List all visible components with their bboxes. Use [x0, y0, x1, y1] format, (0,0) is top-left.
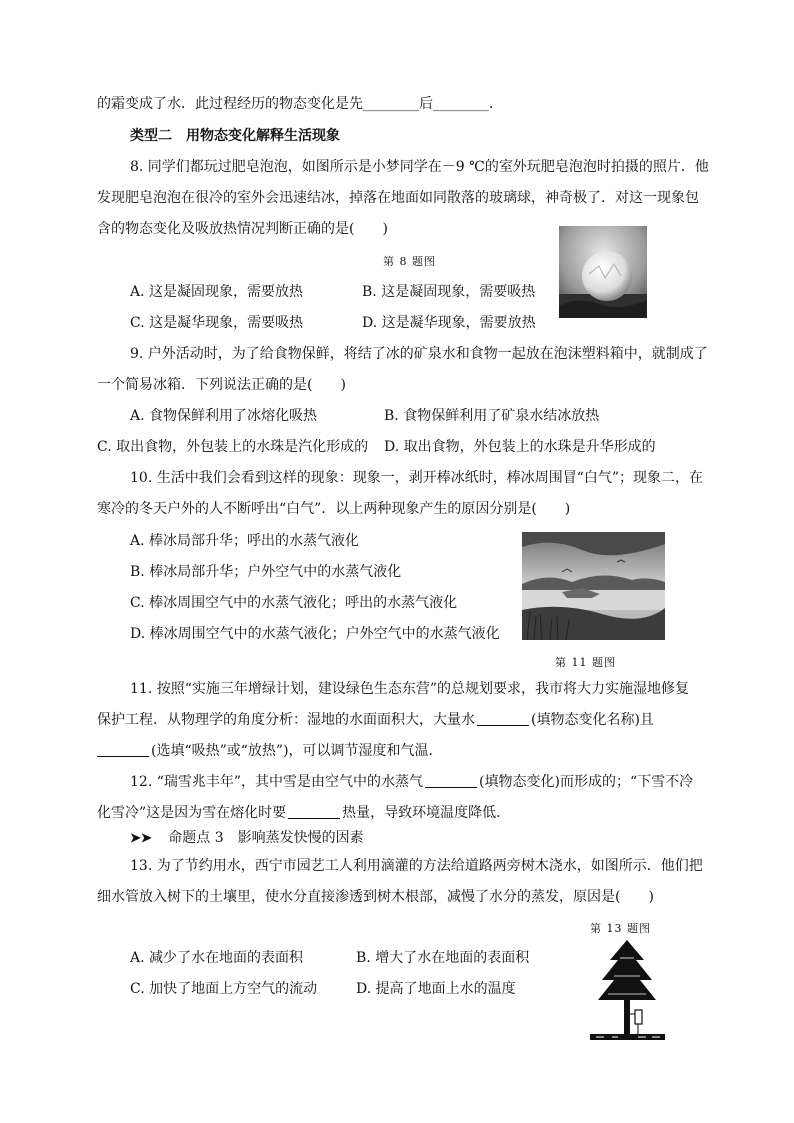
q13-stem-line2 — [97, 887, 654, 907]
q13-text: 细水管放入树下的土壤里，使水分直接渗透到树木根部，减慢了水分的蒸发，原因是( ) — [97, 889, 654, 905]
q8-text: 发现肥皂泡泡在很冷的室外会迅速结冰，掉落在地面如同散落的玻璃球，神奇极了．对这一现象包 — [97, 190, 699, 206]
option-text: D. 取出食物，外包装上的水珠是升华形成的 — [384, 439, 656, 455]
section-title: 命题点 3 影响蒸发快慢的因素 — [168, 830, 364, 846]
frozen-bubble-photo — [559, 226, 647, 318]
q8-option-c[interactable] — [130, 313, 303, 333]
q9-stem-line2 — [97, 375, 346, 395]
frozen-bubble-image — [559, 226, 647, 318]
q8-option-d[interactable] — [362, 313, 536, 333]
answer-blank[interactable] — [425, 773, 477, 788]
option-text: D. 这是凝华现象，需要放热 — [362, 315, 536, 331]
q8-stem-line1 — [130, 157, 709, 177]
q9-option-c[interactable] — [97, 437, 368, 457]
option-text: D. 棒冰周围空气中的水蒸气液化；户外空气中的水蒸气液化 — [130, 626, 500, 642]
q12-text: 热量，导致环境温度降低． — [342, 805, 511, 821]
q12-text: (填物态变化)而形成的；“下雪不冷 — [479, 774, 694, 790]
q11-text: 保护工程．从物理学的角度分析：湿地的水面面积大，大量水 — [97, 712, 475, 728]
q8-text: 8. 同学们都玩过肥皂泡泡，如图所示是小梦同学在－9 ℃的室外玩肥皂泡泡时拍摄的照片．他 — [130, 159, 709, 175]
q13-figure-caption: 第 13 题图 — [590, 922, 651, 935]
q10-option-d[interactable] — [130, 624, 500, 644]
option-text: C. 棒冰周围空气中的水蒸气液化；呼出的水蒸气液化 — [130, 595, 458, 611]
option-text: A. 棒冰局部升华；呼出的水蒸气液化 — [130, 533, 360, 549]
q12-stem-line2 — [97, 803, 510, 823]
q13-text: 13. 为了节约用水，西宁市园艺工人利用滴灌的方法给道路两旁树木浇水，如图所示．他们把 — [130, 858, 703, 874]
option-text: B. 增大了水在地面的表面积 — [356, 950, 530, 966]
q13-option-b[interactable] — [356, 948, 529, 968]
q9-text: 9. 户外活动时，为了给食物保鲜，将结了冰的矿泉水和食物一起放在泡沫塑料箱中，就制成了 — [130, 346, 708, 362]
q10-option-a[interactable] — [130, 531, 359, 551]
tree-drip-irrigation-figure — [590, 938, 665, 1046]
option-text: D. 提高了地面上水的温度 — [356, 981, 516, 997]
option-text: C. 加快了地面上方空气的流动 — [130, 981, 318, 997]
q12-text: 化雪冷”这是因为雪在熔化时要 — [97, 805, 287, 821]
q8-text: 含的物态变化及吸放热情况判断正确的是( ) — [97, 221, 388, 237]
option-text: A. 这是凝固现象，需要放热 — [130, 284, 304, 300]
tree-icon — [590, 938, 665, 1046]
q13-option-c[interactable] — [130, 979, 317, 999]
q11-stem-line3 — [97, 741, 443, 761]
q11-text: (填物态变化名称)且 — [531, 712, 654, 728]
option-text: A. 减少了水在地面的表面积 — [130, 950, 304, 966]
q8-option-a[interactable] — [130, 282, 303, 302]
q10-option-b[interactable] — [130, 562, 401, 582]
q12-stem-line1 — [130, 772, 693, 792]
section-heading-point3 — [130, 828, 364, 849]
q13-option-d[interactable] — [356, 979, 516, 999]
q11-text: (选填“吸热”或“放热”)，可以调节湿度和气温． — [151, 743, 443, 759]
q11-figure-caption: 第 11 题图 — [555, 656, 616, 669]
q10-stem-line2 — [97, 499, 570, 519]
q7-continuation — [97, 94, 503, 114]
q10-text: 10. 生活中我们会看到这样的现象：现象一，剥开棒冰纸时，棒冰周围冒“白气”；现象二，在 — [130, 470, 704, 486]
q7-continuation-text: 的霜变成了水．此过程经历的物态变化是先________后________． — [97, 96, 503, 112]
answer-blank[interactable] — [97, 742, 149, 757]
q11-stem-line2 — [97, 710, 654, 730]
option-text: B. 这是凝固现象，需要吸热 — [362, 284, 536, 300]
double-arrow-icon: ➤➤ — [130, 831, 152, 846]
q10-text: 寒冷的冬天户外的人不断呼出“白气”．以上两种现象产生的原因分别是( ) — [97, 501, 571, 517]
wetland-image — [522, 532, 665, 640]
option-text: A. 食物保鲜利用了冰熔化吸热 — [130, 408, 318, 424]
section-title: 类型二 用物态变化解释生活现象 — [130, 128, 340, 144]
q10-stem-line1 — [130, 468, 703, 488]
q12-text: 12. “瑞雪兆丰年”，其中雪是由空气中的水蒸气 — [130, 774, 424, 790]
q9-stem-line1 — [130, 344, 708, 364]
option-text: C. 取出食物，外包装上的水珠是汽化形成的 — [97, 439, 369, 455]
q10-option-c[interactable] — [130, 593, 457, 613]
q11-text: 11. 按照“实施三年增绿计划，建设绿色生态东营”的总规划要求，我市将大力实施湿地修复 — [130, 681, 690, 697]
q9-option-d[interactable] — [384, 437, 656, 457]
q13-stem-line1 — [130, 856, 703, 876]
q9-option-b[interactable] — [384, 406, 599, 426]
answer-blank[interactable] — [477, 711, 529, 726]
q8-option-b[interactable] — [362, 282, 535, 302]
option-text: B. 棒冰局部升华；户外空气中的水蒸气液化 — [130, 564, 402, 580]
option-text: B. 食物保鲜利用了矿泉水结冰放热 — [384, 408, 600, 424]
q8-figure-caption: 第 8 题图 — [383, 255, 436, 268]
q8-stem-line2 — [97, 188, 699, 208]
q8-stem-line3 — [97, 219, 388, 239]
q9-text: 一个简易冰箱．下列说法正确的是( ) — [97, 377, 346, 393]
q11-stem-line1 — [130, 679, 689, 699]
option-text: C. 这是凝华现象，需要吸热 — [130, 315, 304, 331]
q13-option-a[interactable] — [130, 948, 303, 968]
section-heading-type2 — [130, 126, 340, 146]
q9-option-a[interactable] — [130, 406, 317, 426]
answer-blank[interactable] — [288, 804, 340, 819]
wetland-photo — [522, 532, 665, 640]
